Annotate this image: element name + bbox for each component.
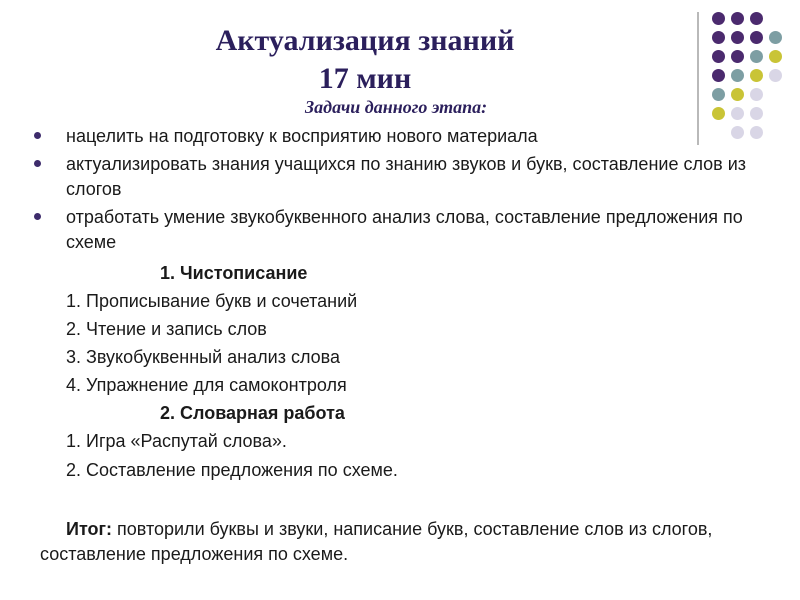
task-text: актуализировать знания учащихся по знанию звуков и букв, составление слов из слогов [66,154,747,199]
decorative-dot [750,88,763,101]
section2-item: 2. Составление предложения по схеме. [66,460,398,480]
decorative-dot [750,31,763,44]
decorative-dot [731,12,744,25]
decorative-dot [750,50,763,63]
task-text: отработать умение звукобуквенного анализ слова, составление предложения по схеме [66,207,743,252]
decorative-dot [750,69,763,82]
decorative-dot [712,69,725,82]
bullet-dot-icon [34,213,41,220]
section1-item: 1. Прописывание букв и сочетаний [66,291,358,311]
decorative-dot [769,69,782,82]
section1-item: 2. Чтение и запись слов [66,319,267,339]
section-heading-penmanship: 1. Чистописание [160,263,308,283]
decorative-dot [712,88,725,101]
tasks-heading: Задачи данного этапа: [305,97,488,117]
decorative-dot [769,50,782,63]
slide-title: Актуализация знаний [215,24,515,57]
summary-text: повторили буквы и звуки, написание букв, составление слов из слогов, составление предложения по схеме. [40,519,713,564]
slide-subtitle: 17 мин [318,62,412,95]
decorative-dot [712,50,725,63]
section-heading-vocabulary: 2. Словарная работа [160,403,345,423]
title-block [150,22,580,98]
task-text: нацелить на подготовку к восприятию нового материала [66,126,538,146]
task-item [34,124,774,149]
decorative-dot [731,88,744,101]
task-item [34,205,774,255]
summary [40,517,780,567]
bullet-dot-icon [34,160,41,167]
task-item [34,152,774,202]
decorative-dot [712,12,725,25]
decorative-dot [712,31,725,44]
decorative-dot [712,107,725,120]
summary-label: Итог: [66,519,113,539]
decorative-dot [731,50,744,63]
section1-item: 4. Упражнение для самоконтроля [66,375,347,395]
decorative-dot [750,12,763,25]
bullet-dot-icon [34,132,41,139]
decorative-dot [731,69,744,82]
decorative-dot [731,107,744,120]
task-list [34,124,774,258]
decorative-dot [731,31,744,44]
section1-item: 3. Звукобуквенный анализ слова [66,347,341,367]
section2-item: 1. Игра «Распутай слова». [66,431,287,451]
decorative-dot [750,107,763,120]
decorative-dot [769,31,782,44]
